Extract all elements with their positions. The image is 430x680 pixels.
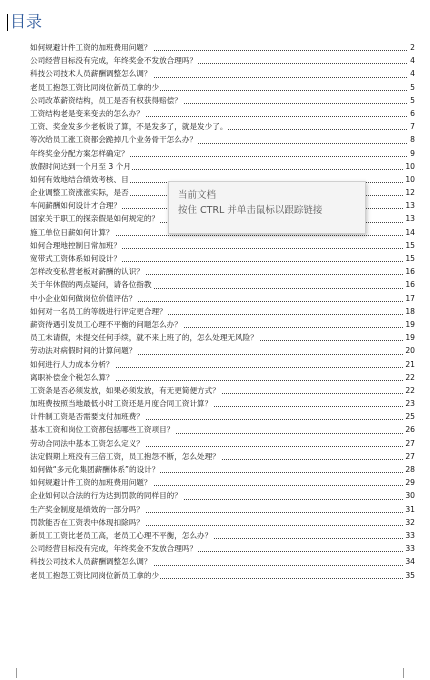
toc-entry[interactable] (30, 529, 415, 542)
toc-entry-text: 企业调整工资涨涨实际，是否 (30, 188, 129, 198)
toc-entry-text: 薪资待遇引发员工心理不平衡的问题怎么办？ (30, 319, 182, 329)
toc-entry[interactable] (30, 41, 415, 54)
toc-entry[interactable] (30, 239, 415, 252)
toc-entry-page-number: 13 (403, 212, 415, 225)
toc-entry-text: 关于年休假的两点疑问，请各位指教 (30, 280, 152, 290)
toc-entry-page-number: 21 (403, 358, 415, 371)
toc-entry-text: 离职补偿金个税怎么算？ (30, 372, 114, 382)
toc-entry-text: 罚款能否在工资表中体现扣除吗？ (30, 517, 144, 527)
toc-entry-text: 如何对一名员工的等级进行评定更合理？ (30, 306, 167, 316)
tooltip-line-1: 当前文档 (178, 190, 217, 201)
toc-entry[interactable] (30, 252, 415, 265)
toc-entry-page-number: 31 (403, 503, 415, 516)
toc-entry-text: 车间薪酬如何设计才合理？ (30, 201, 122, 211)
toc-entry-page-number: 8 (408, 133, 415, 146)
toc-entry-page-number: 26 (403, 423, 415, 436)
toc-entry-text: 年终奖金分配方案怎样确定？ (30, 148, 129, 158)
toc-entry-text: 企业如何以合法的行为达到罚款的同样目的？ (30, 491, 182, 501)
tooltip-line-2: 按住 CTRL 并单击鼠标以跟踪链接 (178, 205, 323, 216)
toc-entry[interactable] (30, 397, 415, 410)
toc-entry[interactable] (30, 489, 415, 502)
toc-entry-page-number: 5 (408, 94, 415, 107)
toc-entry-page-number: 18 (403, 305, 415, 318)
toc-entry[interactable] (30, 463, 415, 476)
toc-entry-text: 计件制工资是否需要支付加班费？ (30, 412, 144, 422)
toc-entry-text: 科技公司技术人员薪酬调整怎么调？ (30, 557, 152, 567)
toc-entry-text: 工资条是否必须发放，如果必须发放，有无更简便方式？ (30, 385, 220, 395)
toc-entry[interactable] (30, 516, 415, 529)
toc-entry[interactable] (30, 107, 415, 120)
toc-entry-text: 公司经营目标没有完成，年终奖金不发放合理吗？ (30, 56, 198, 66)
toc-entry-text: 工资、奖金发多少老板说了算，不是发多了，就是发少了。 (30, 122, 228, 132)
toc-entry-text: 工资结构老是变来变去的怎么办？ (30, 108, 144, 118)
toc-entry[interactable] (30, 318, 415, 331)
toc-list (30, 41, 415, 582)
toc-entry-page-number: 15 (403, 239, 415, 252)
toc-entry-text: 劳动合同法中基本工资怎么定义？ (30, 438, 144, 448)
toc-entry-page-number: 23 (403, 397, 415, 410)
toc-entry-text: 中小企业如何做岗位价值评估？ (30, 293, 137, 303)
toc-entry[interactable] (30, 54, 415, 67)
toc-entry-page-number: 6 (408, 107, 415, 120)
toc-entry-text: 公司改革薪资结构，员工是否有权获得赔偿？ (30, 95, 182, 105)
toc-entry[interactable] (30, 476, 415, 489)
page-corner-mark (403, 668, 412, 678)
toc-entry-text: 公司经营目标没有完成，年终奖金不发放合理吗？ (30, 544, 198, 554)
toc-entry-page-number: 27 (403, 437, 415, 450)
toc-entry[interactable] (30, 133, 415, 146)
toc-entry-text: 员工未请假，未提交任何手续，就不来上班了的，怎么处理无风险？ (30, 333, 258, 343)
toc-entry-text: 如何规避计件工资的加班费用问题？ (30, 43, 152, 52)
toc-entry-text: 新员工工资比老员工高，老员工心理不平衡，怎么办？ (30, 530, 213, 540)
toc-entry[interactable] (30, 503, 415, 516)
toc-entry-text: 施工单位日薪如何计算？ (30, 227, 114, 237)
toc-entry-text: 科技公司技术人员薪酬调整怎么调？ (30, 69, 152, 79)
toc-entry[interactable] (30, 265, 415, 278)
toc-entry[interactable] (30, 371, 415, 384)
toc-entry-text: 老员工抱怨工资比同岗位新员工拿的少 (30, 570, 160, 580)
toc-entry-page-number: 22 (403, 371, 415, 384)
toc-entry-page-number: 9 (408, 147, 415, 160)
toc-entry-page-number: 29 (403, 476, 415, 489)
toc-entry-page-number: 19 (403, 318, 415, 331)
toc-entry-page-number: 16 (403, 265, 415, 278)
toc-entry-page-number: 4 (408, 54, 415, 67)
toc-entry[interactable] (30, 437, 415, 450)
toc-entry[interactable] (30, 278, 415, 291)
toc-entry[interactable] (30, 423, 415, 436)
toc-entry-page-number: 19 (403, 331, 415, 344)
toc-entry-page-number: 33 (403, 529, 415, 542)
toc-entry-text: 怎样改变私营老板对薪酬的认识？ (30, 267, 144, 277)
toc-entry-page-number: 7 (408, 120, 415, 133)
toc-entry-page-number: 2 (408, 41, 415, 54)
toc-entry-text: 放假时间达到一个月至 3 个月 (30, 161, 131, 171)
toc-entry[interactable] (30, 94, 415, 107)
toc-entry-page-number: 12 (403, 186, 415, 199)
toc-entry-page-number: 35 (403, 569, 415, 582)
toc-entry-text: 如何规避计件工资的加班费用问题？ (30, 478, 152, 488)
toc-entry-text: 等次给员工涨工资都会跪掉几个业务骨干怎么办？ (30, 135, 198, 145)
toc-entry-text: 如何合理地控制日常加班？ (30, 240, 122, 250)
toc-entry[interactable] (30, 67, 415, 80)
toc-entry-page-number: 13 (403, 199, 415, 212)
toc-entry-page-number: 10 (403, 160, 415, 173)
toc-entry-page-number: 5 (408, 81, 415, 94)
text-cursor (7, 14, 8, 31)
toc-entry[interactable] (30, 384, 415, 397)
toc-entry-text: 加班费按照当地最低小时工资还是月度合同工资计算？ (30, 399, 213, 409)
toc-entry[interactable] (30, 450, 415, 463)
toc-entry[interactable] (30, 410, 415, 423)
toc-entry-page-number: 4 (408, 67, 415, 80)
toc-entry-page-number: 33 (403, 542, 415, 555)
toc-entry-page-number: 32 (403, 516, 415, 529)
toc-entry-text: 老员工抱怨工资比同岗位新员工拿的少 (30, 82, 160, 92)
toc-entry-page-number: 30 (403, 489, 415, 502)
page-corner-mark (8, 668, 17, 678)
toc-entry[interactable] (30, 555, 415, 568)
toc-entry[interactable] (30, 305, 415, 318)
link-tooltip (168, 181, 366, 234)
toc-entry-text: 劳动法对病假时间的计算问题？ (30, 346, 137, 356)
toc-title: 目录 (10, 12, 43, 31)
toc-entry-text: 国家关于职工的探亲假是如何规定的？ (30, 214, 160, 224)
toc-entry[interactable] (30, 120, 415, 133)
toc-entry[interactable] (30, 292, 415, 305)
toc-entry[interactable] (30, 331, 415, 344)
toc-entry[interactable] (30, 160, 415, 173)
toc-entry-page-number: 16 (403, 278, 415, 291)
toc-entry-page-number: 10 (403, 173, 415, 186)
toc-entry-page-number: 15 (403, 252, 415, 265)
toc-entry-page-number: 22 (403, 384, 415, 397)
toc-entry-text: 基本工资和岗位工资都包括哪些工资项目？ (30, 425, 175, 435)
toc-entry-page-number: 14 (403, 226, 415, 239)
toc-entry-text: 生产奖金制度是绩效的一部分吗？ (30, 504, 144, 514)
toc-entry-text: 如何进行人力成本分析？ (30, 359, 114, 369)
toc-entry-page-number: 34 (403, 555, 415, 568)
toc-entry-text: 宽带式工资体系如何设计？ (30, 254, 122, 263)
toc-entry[interactable] (30, 147, 415, 160)
toc-entry[interactable] (30, 569, 415, 582)
toc-entry-text: 如何做“多元化集团薪酬体系”的设计？ (30, 465, 160, 474)
toc-entry[interactable] (30, 542, 415, 555)
toc-entry-text: 法定假期上班没有三倍工资，员工抱怨不断，怎么处理？ (30, 451, 220, 461)
toc-entry-text: 如何有效地结合绩效考核、目 (30, 174, 129, 184)
toc-entry[interactable] (30, 81, 415, 94)
toc-entry-page-number: 17 (403, 292, 415, 305)
toc-entry-page-number: 28 (403, 463, 415, 476)
toc-entry-page-number: 20 (403, 344, 415, 357)
toc-entry-page-number: 27 (403, 450, 415, 463)
toc-entry[interactable] (30, 358, 415, 371)
toc-entry[interactable] (30, 344, 415, 357)
toc-entry-page-number: 25 (403, 410, 415, 423)
